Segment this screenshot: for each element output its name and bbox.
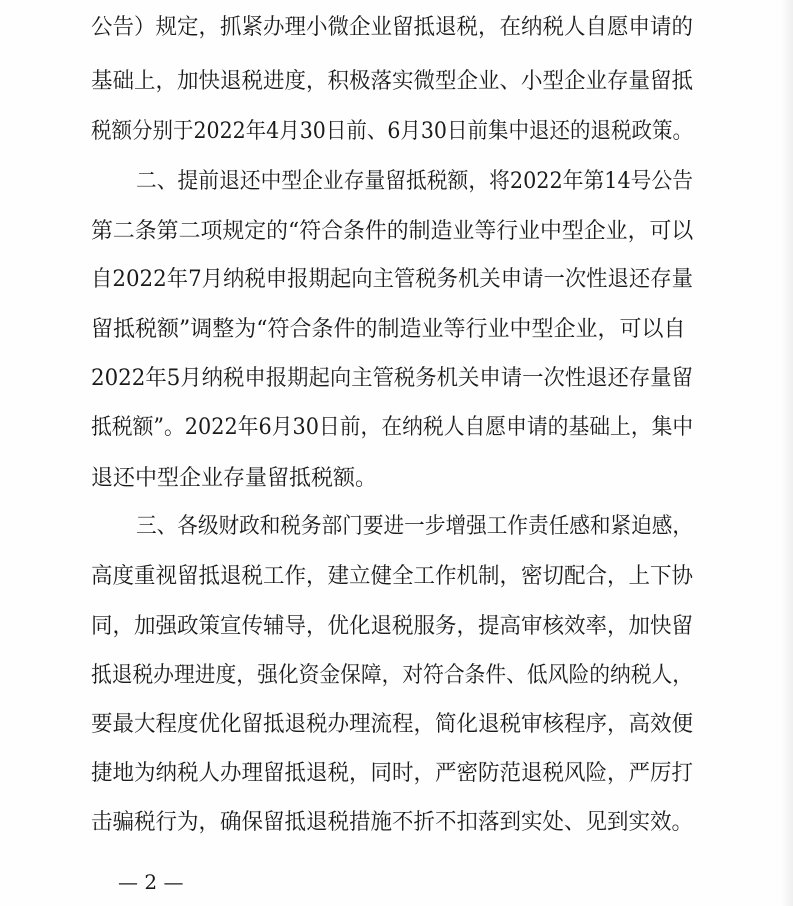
text-line: 捷地为纳税人办理留抵退税，同时，严密防范退税风险，严厉打 [91, 761, 694, 786]
text-line: 要最大程度优化留抵退税办理流程，简化退税审核程序，高效便 [91, 712, 694, 737]
text-line: 自2022年7月纳税申报期起向主管税务机关申请一次性退还存量 [91, 267, 693, 292]
text-line: 2022年5月纳税申报期起向主管税务机关申请一次性退还存量留 [91, 366, 693, 391]
text-line: 第二条第二项规定的“符合条件的制造业等行业中型企业，可以 [91, 219, 694, 244]
text-line: 抵税额”。2022年6月30日前，在纳税人自愿申请的基础上，集中 [91, 415, 694, 440]
text-line: 税额分别于2022年4月30日前、6月30日前集中退还的退税政策。 [91, 119, 693, 144]
text-line: 高度重视留抵退税工作，建立健全工作机制，密切配合，上下协 [91, 564, 694, 589]
text-line: 二、提前退还中型企业存量留抵税额，将2022年第14号公告 [136, 169, 693, 194]
page-edge-shadow [781, 0, 793, 906]
text-line: 公告）规定，抓紧办理小微企业留抵退税，在纳税人自愿申请的 [91, 15, 694, 40]
page-number: — 2 — [118, 870, 184, 894]
text-line: 退还中型企业存量留抵税额。 [91, 466, 378, 491]
text-line: 击骗税行为，确保留抵退税措施不折不扣落到实处、见到实效。 [91, 810, 694, 835]
text-line: 抵退税办理进度，强化资金保障，对符合条件、低风险的纳税人， [91, 663, 694, 688]
text-line: 基础上，加快退税进度，积极落实微型企业、小型企业存量留抵 [91, 69, 694, 94]
text-line: 三、各级财政和税务部门要进一步增强工作责任感和紧迫感， [136, 514, 694, 539]
text-line: 同，加强政策宣传辅导，优化退税服务，提高审核效率，加快留 [91, 614, 694, 639]
text-line: 留抵税额”调整为“符合条件的制造业等行业中型企业，可以自 [91, 317, 686, 342]
